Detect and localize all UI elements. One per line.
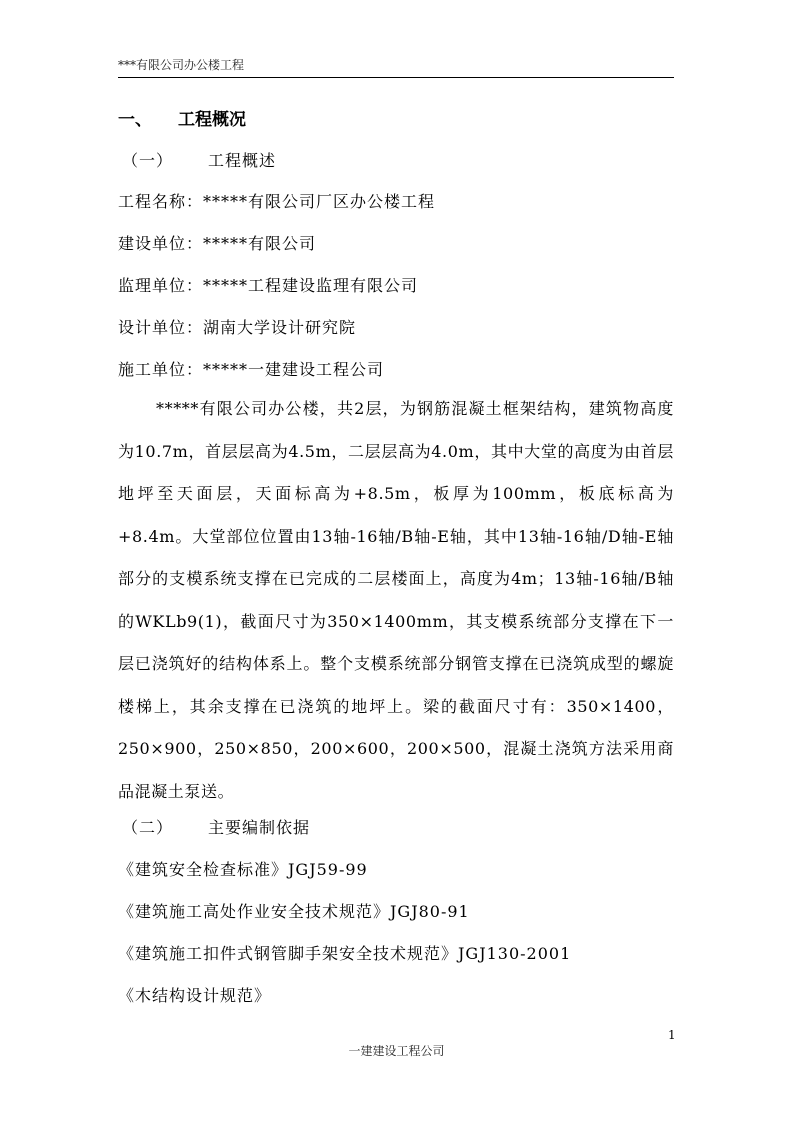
reference-item: 《建筑安全检查标准》JGJ59-99 bbox=[118, 860, 368, 879]
info-value: *****一建建设工程公司 bbox=[203, 360, 385, 379]
info-contractor bbox=[118, 357, 384, 380]
subsection-title: 主要编制依据 bbox=[208, 818, 311, 837]
info-project-name bbox=[118, 189, 435, 212]
reference-item: 《木结构设计规范》 bbox=[118, 986, 272, 1005]
subsection-title: 工程概述 bbox=[208, 151, 277, 170]
subsection-heading-1 bbox=[118, 148, 276, 171]
page-footer: 一建建设工程公司 bbox=[348, 1044, 445, 1058]
info-designer bbox=[118, 315, 356, 338]
info-client bbox=[118, 231, 316, 254]
reference-item: 《建筑施工高处作业安全技术规范》JGJ80-91 bbox=[118, 902, 470, 921]
page-header: ***有限公司办公楼工程 bbox=[118, 56, 674, 78]
page-number: 1 bbox=[668, 1028, 676, 1042]
info-value: 湖南大学设计研究院 bbox=[203, 318, 357, 337]
info-value: *****工程建设监理有限公司 bbox=[203, 276, 419, 295]
info-label: 设计单位： bbox=[118, 318, 204, 337]
subsection-number: （二） bbox=[122, 818, 174, 837]
overview-paragraph: *****有限公司办公楼，共2层，为钢筋混凝土框架结构，建筑物高度为10.7m，首层层高为4.5m，二层层高为4.0m，其中大堂的高度为由首层地坪至天面层，天面标高为+8.5m，板厚为100mm，板底标高为+8.4m。大堂部位位置由13轴-16轴/B轴-E轴，其中13轴-16轴/D轴-E轴部分的支模系统支撑在已完成的二层楼面上，高度为4m；13轴-16轴/B轴的WKLb9(1)，截面尺寸为350×1400mm，其支模系统部分支撑在下一层已浇筑好的结构体系上。整个支模系统部分钢管支撑在已浇筑成型的螺旋楼梯上，其余支撑在已浇筑的地坪上。梁的截面尺寸有：350×1400，250×900，250×850，200×600，200×500，混凝土浇筑方法采用商品混凝土泵送。 bbox=[118, 399, 674, 801]
section-number: 一、 bbox=[118, 110, 152, 130]
info-label: 建设单位： bbox=[118, 234, 204, 253]
info-value: *****有限公司 bbox=[203, 234, 317, 253]
reference-item: 《建筑施工扣件式钢管脚手架安全技术规范》JGJ130-2001 bbox=[118, 944, 572, 963]
subsection-number: （一） bbox=[122, 151, 174, 170]
info-label: 工程名称： bbox=[118, 192, 204, 211]
info-supervisor bbox=[118, 273, 418, 296]
info-label: 施工单位： bbox=[118, 360, 204, 379]
section-title: 工程概况 bbox=[178, 110, 246, 130]
subsection-heading-2 bbox=[118, 815, 310, 838]
info-value: *****有限公司厂区办公楼工程 bbox=[203, 192, 436, 211]
section-heading bbox=[118, 105, 246, 130]
info-label: 监理单位： bbox=[118, 276, 204, 295]
